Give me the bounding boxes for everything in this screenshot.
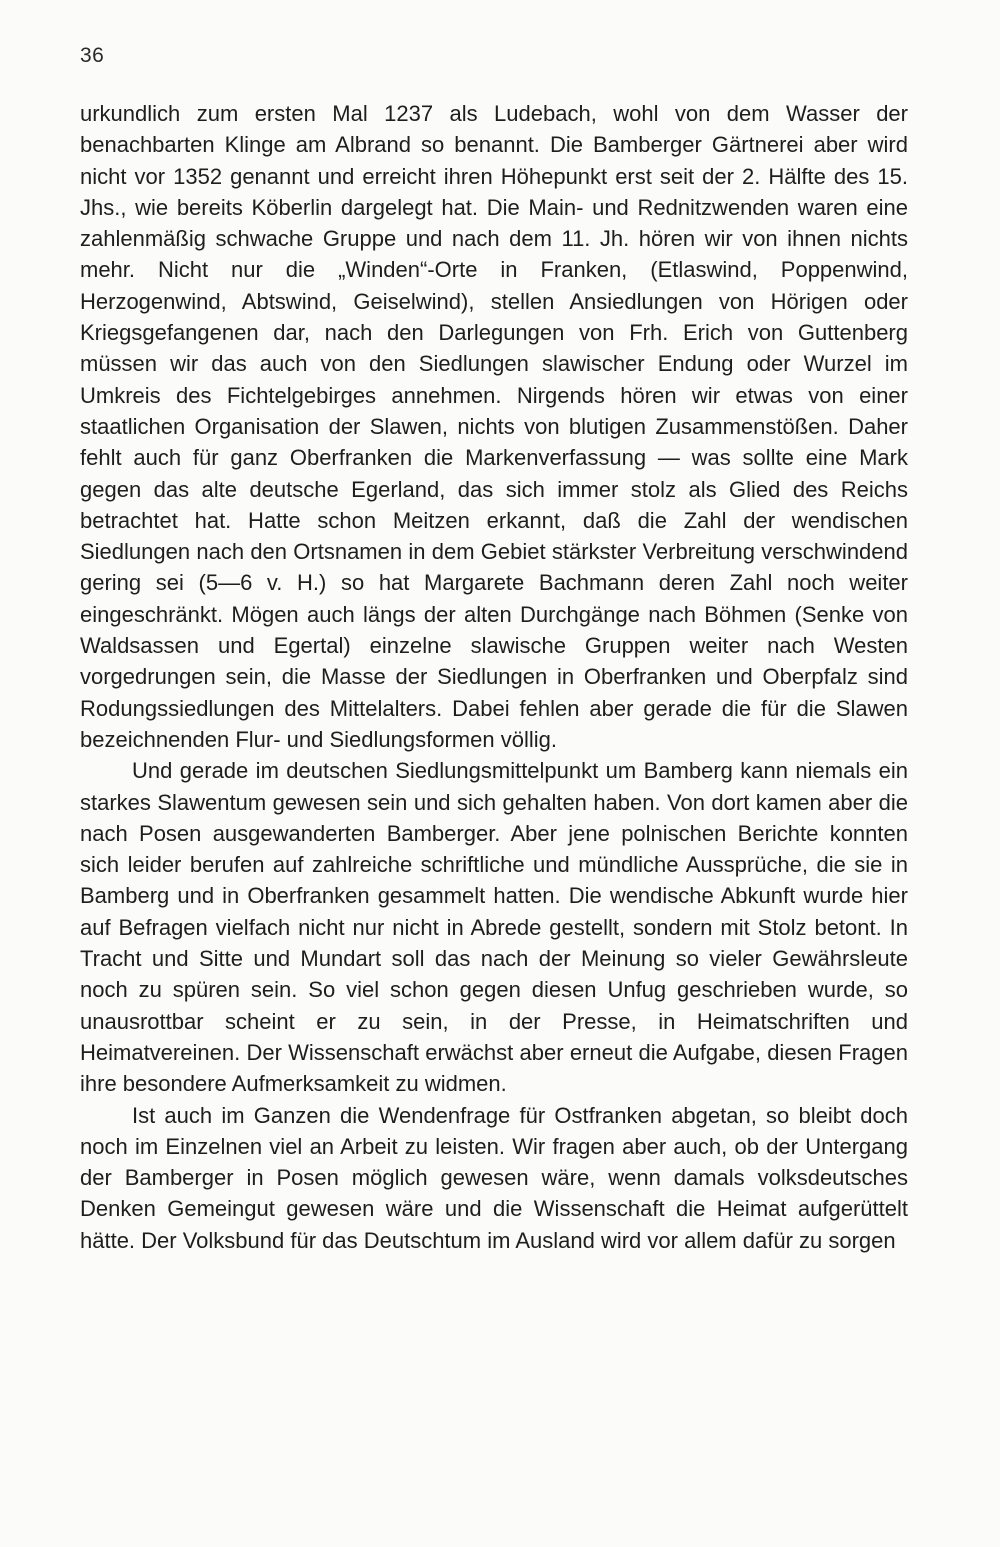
page-number: 36: [80, 44, 105, 67]
paragraph-2: Und gerade im deutschen Siedlungsmittelpunkt um Bamberg kann niemals ein starkes Slawentum gewesen sein und sich gehalten haben. Von dort kamen aber die nach Posen ausgewanderten Bamberger. Aber jene polnischen Berichte konnten sich leider berufen auf zahlreiche schriftliche und mündliche Aussprüche, die sie in Bamberg und in Oberfranken gesammelt hatten. Die wendische Abkunft wurde hier auf Befragen vielfach nicht nur nicht in Abrede gestellt, sondern mit Stolz betont. In Tracht und Sitte und Mundart soll das nach der Meinung so vieler Gewährsleute noch zu spüren sein. So viel schon gegen diesen Unfug geschrieben wurde, so unausrottbar scheint er zu sein, in der Presse, in Heimatschriften und Heimatvereinen. Der Wissenschaft erwächst aber erneut die Aufgabe, diesen Fragen ihre besondere Aufmerksamkeit zu widmen.: [80, 758, 908, 1097]
body-text: [80, 98, 908, 1256]
paragraph-3: Ist auch im Ganzen die Wendenfrage für Ostfranken abgetan, so bleibt doch noch im Einzelnen viel an Arbeit zu leisten. Wir fragen aber auch, ob der Untergang der Bamberger in Posen möglich gewesen wäre, wenn damals volksdeutsches Denken Gemeingut gewesen wäre und die Wissenschaft die Heimat aufgerüttelt hätte. Der Volksbund für das Deutschtum im Ausland wird vor allem dafür zu sorgen: [80, 1102, 908, 1253]
paragraph-1: urkundlich zum ersten Mal 1237 als Ludebach, wohl von dem Wasser der benachbarten Klinge am Albrand so benannt. Die Bamberger Gärtnerei aber wird nicht vor 1352 genannt und erreicht ihren Höhepunkt erst seit der 2. Hälfte des 15. Jhs., wie bereits Köberlin dargelegt hat. Die Main- und Rednitzwenden waren eine zahlenmäßig schwache Gruppe und nach dem 11. Jh. hören wir von ihnen nichts mehr. Nicht nur die „Winden“-Orte in Franken, (Etlaswind, Poppenwind, Herzogenwind, Abtswind, Geiselwind), stellen Ansiedlungen von Hörigen oder Kriegsgefangenen dar, nach den Darlegungen von Frh. Erich von Guttenberg müssen wir das auch von den Siedlungen slawischer Endung oder Wurzel im Umkreis des Fichtelgebirges annehmen. Nirgends hören wir etwas von einer staatlichen Organisation der Slawen, nichts von blutigen Zusammenstößen. Daher fehlt auch für ganz Oberfranken die Markenverfassung — was sollte eine Mark gegen das alte deutsche Egerland, das sich immer stolz als Glied des Reichs betrachtet hat. Hatte schon Meitzen erkannt, daß die Zahl der wendischen Siedlungen nach den Ortsnamen in dem Gebiet stärkster Verbreitung verschwindend gering sei (5—6 v. H.) so hat Margarete Bachmann deren Zahl noch weiter eingeschränkt. Mögen auch längs der alten Durchgänge nach Böhmen (Senke von Waldsassen und Egertal) einzelne slawische Gruppen weiter nach Westen vorgedrungen sein, die Masse der Siedlungen in Oberfranken und Oberpfalz sind Rodungssiedlungen des Mittelalters. Dabei fehlen aber gerade die für die Slawen bezeichnenden Flur- und Siedlungsformen völlig.: [80, 101, 908, 752]
